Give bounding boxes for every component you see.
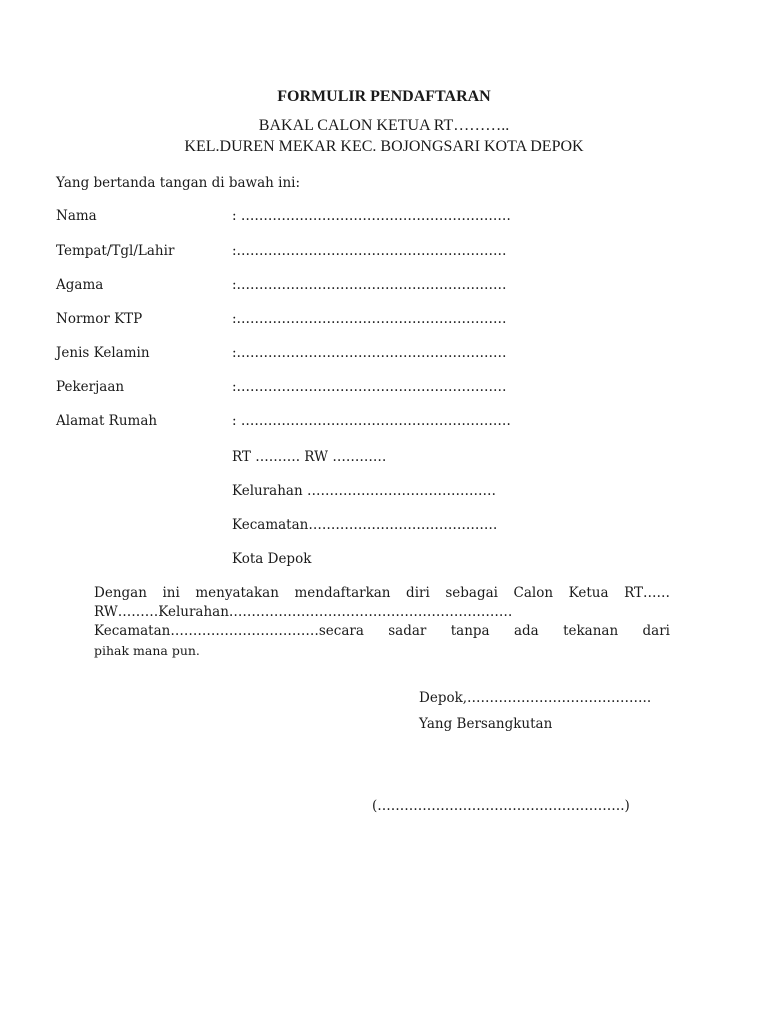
field-value-jenis-kelamin: :…………………………………………………… bbox=[232, 345, 507, 361]
field-value-nama: : …………………………………………………… bbox=[232, 208, 511, 224]
field-value-tempat-tgl-lahir: :…………………………………………………… bbox=[232, 243, 507, 259]
statement-line-1: Dengan ini menyatakan mendaftarkan diri sebagai Calon Ketua RT…… bbox=[94, 585, 670, 601]
address-kelurahan: Kelurahan …………………………………… bbox=[232, 483, 496, 499]
field-label-alamat-rumah: Alamat Rumah bbox=[56, 413, 158, 429]
field-value-agama: :…………………………………………………… bbox=[232, 277, 507, 293]
signature-name-line: (……………………………………………….) bbox=[372, 798, 630, 814]
statement-line-2: RW………Kelurahan……………………………………………………… bbox=[94, 604, 513, 620]
statement-paragraph bbox=[94, 584, 670, 660]
field-label-agama: Agama bbox=[56, 277, 104, 293]
statement-line-4: pihak mana pun. bbox=[94, 643, 200, 658]
field-label-pekerjaan: Pekerjaan bbox=[56, 379, 125, 395]
field-label-jenis-kelamin: Jenis Kelamin bbox=[56, 345, 150, 361]
form-subtitle-location: KEL.DUREN MEKAR KEC. BOJONGSARI KOTA DEPOK bbox=[184, 138, 584, 155]
signature-role: Yang Bersangkutan bbox=[419, 716, 553, 732]
field-value-nomor-ktp: :…………………………………………………… bbox=[232, 311, 507, 327]
field-label-tempat-tgl-lahir: Tempat/Tgl/Lahir bbox=[56, 243, 175, 259]
statement-line-3: Kecamatan……………………………secara sadar tanpa ada tekanan dari bbox=[94, 623, 670, 639]
form-title: FORMULIR PENDAFTARAN bbox=[277, 88, 491, 105]
field-label-nomor-ktp: Normor KTP bbox=[56, 311, 143, 327]
intro-text: Yang bertanda tangan di bawah ini: bbox=[56, 175, 301, 191]
field-value-pekerjaan: :…………………………………………………… bbox=[232, 379, 507, 395]
address-rt-rw: RT ………. RW ………… bbox=[232, 449, 387, 465]
field-value-alamat-rumah: : …………………………………………………… bbox=[232, 413, 511, 429]
form-subtitle-rt: BAKAL CALON KETUA RT……….. bbox=[258, 117, 510, 134]
address-kecamatan: Kecamatan…………………………………… bbox=[232, 517, 498, 533]
field-label-nama: Nama bbox=[56, 208, 97, 224]
address-kota: Kota Depok bbox=[232, 551, 312, 567]
signature-place-date: Depok,………………………………….. bbox=[419, 690, 652, 706]
